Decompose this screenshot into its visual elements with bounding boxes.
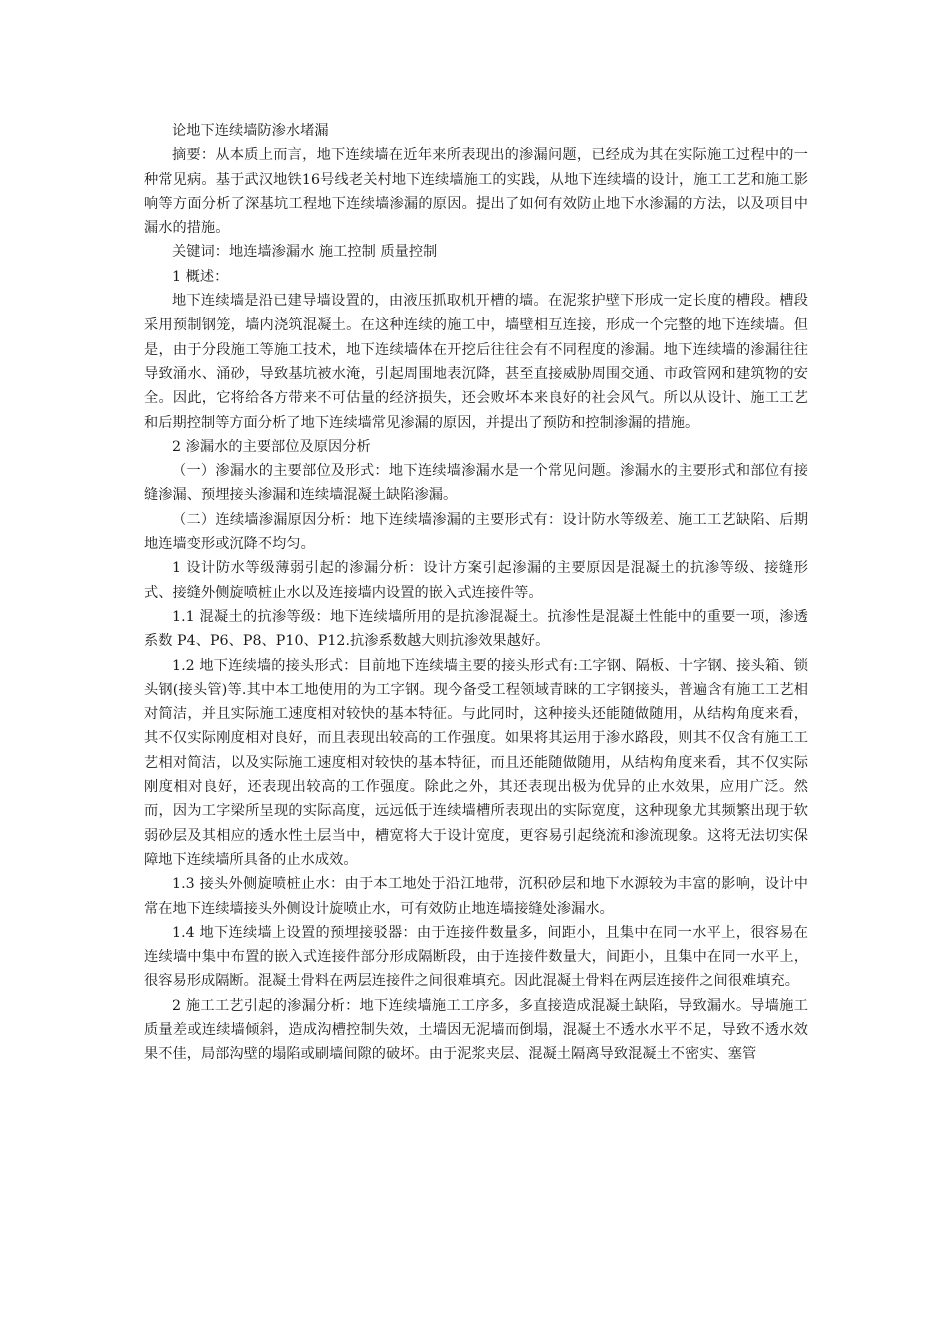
abstract-paragraph: 摘要：从本质上而言，地下连续墙在近年来所表现出的渗漏问题，已经成为其在实际施工过程中的一种常见病。基于武汉地铁16号线老关村地下连续墙施工的实践，从地下连续墙的设计，施工工艺和施工影响等方面分析了深基坑工程地下连续墙渗漏的原因。提出了如何有效防止地下水渗漏的方法，以及项目中漏水的措施。	[144, 147, 808, 237]
body-paragraph: （二）连续墙渗漏原因分析：地下连续墙渗漏的主要形式有：设计防水等级差、施工工艺缺陷、后期地连墙变形或沉降不均匀。	[144, 511, 808, 553]
document-body	[144, 119, 808, 1067]
body-paragraph: 2 施工工艺引起的渗漏分析：地下连续墙施工工序多，多直接造成混凝土缺陷，导致漏水。导墙施工质量差或连续墙倾斜，造成沟槽控制失效，土墙因无泥墙而倒塌，混凝土不透水水平不足，导致不透水效果不佳，局部沟壁的塌陷或刷墙间隙的破坏。由于泥浆夹层、混凝土隔离导致混凝土不密实、塞管	[144, 997, 808, 1063]
body-paragraph: 1.1 混凝土的抗渗等级：地下连续墙所用的是抗渗混凝土。抗渗性是混凝土性能中的重要一项，渗透系数 P4、P6、P8、P10、P12.抗渗系数越大则抗渗效果越好。	[144, 608, 808, 650]
document-title: 论地下连续墙防渗水堵漏	[172, 123, 329, 139]
section-heading: 1 概述：	[172, 268, 229, 285]
body-paragraph: 1 设计防水等级薄弱引起的渗漏分析：设计方案引起渗漏的主要原因是混凝土的抗渗等级、接缝形式、接缝外侧旋喷桩止水以及连接墙内设置的嵌入式连接件等。	[144, 560, 808, 601]
keywords-paragraph: 关键词：地连墙渗漏水 施工控制 质量控制	[172, 244, 438, 261]
section-heading: 2 渗漏水的主要部位及原因分析	[172, 438, 371, 455]
body-paragraph: 1.4 地下连续墙上设置的预埋接驳器：由于连接件数量多，间距小，且集中在同一水平上，很容易在连续墙中集中布置的嵌入式连接件部分形成隔断段，由于连接件数量大，间距小，且集中在同一水平上，很容易形成隔断。混凝土骨料在两层连接件之间很难填充。因此混凝土骨料在两层连接件之间很难填充。	[144, 924, 808, 990]
body-paragraph: 1.3 接头外侧旋喷桩止水：由于本工地处于沿江地带，沉积砂层和地下水源较为丰富的影响，设计中常在地下连续墙接头外侧设计旋喷止水，可有效防止地连墙接缝处渗漏水。	[144, 876, 808, 917]
body-paragraph: （一）渗漏水的主要部位及形式：地下连续墙渗漏水是一个常见问题。渗漏水的主要形式和部位有接缝渗漏、预埋接头渗漏和连续墙混凝土缺陷渗漏。	[144, 463, 808, 504]
body-paragraph: 地下连续墙是沿已建导墙设置的，由液压抓取机开槽的墙。在泥浆护壁下形成一定长度的槽段。槽段采用预制钢笼，墙内浇筑混凝土。在这种连续的施工中，墙壁相互连接，形成一个完整的地下连续墙。但是，由于分段施工等施工技术，地下连续墙体在开挖后往往会有不同程度的渗漏。地下连续墙的渗漏往往导致涌水、涌砂，导致基坑被水淹，引起周围地表沉降，甚至直接威胁周围交通、市政管网和建筑物的安全。因此，它将给各方带来不可估量的经济损失，还会败坏本来良好的社会风气。所以从设计、施工工艺和后期控制等方面分析了地下连续墙常见渗漏的原因，并提出了预防和控制渗漏的措施。	[144, 293, 808, 431]
body-paragraph: 1.2 地下连续墙的接头形式：目前地下连续墙主要的接头形式有:工字钢、隔板、十字钢、接头箱、锁头钢(接头管)等.其中本工地使用的为工字钢。现今备受工程领域青睐的工字钢接头，普遍含有施工工艺相对简洁，并且实际施工速度相对较快的基本特征。与此同时，这种接头还能随做随用，从结构角度来看，其不仅实际刚度相对良好，而且表现出较高的工作强度。如果将其运用于渗水路段，则其不仅含有施工工艺相对简洁，以及实际施工速度相对较快的基本特征，而且还能随做随用，从结构角度来看，其不仅实际刚度相对良好，还表现出较高的工作强度。除此之外，其还表现出极为优异的止水效果，应用广泛。然而，因为工字梁所呈现的实际高度，远远低于连续墙槽所表现出的实际宽度，这种现象尤其频繁出现于软弱砂层及其相应的透水性土层当中，槽宽将大于设计宽度，更容易引起绕流和渗流现象。这将无法切实保障地下连续墙所具备的止水成效。	[144, 657, 808, 868]
